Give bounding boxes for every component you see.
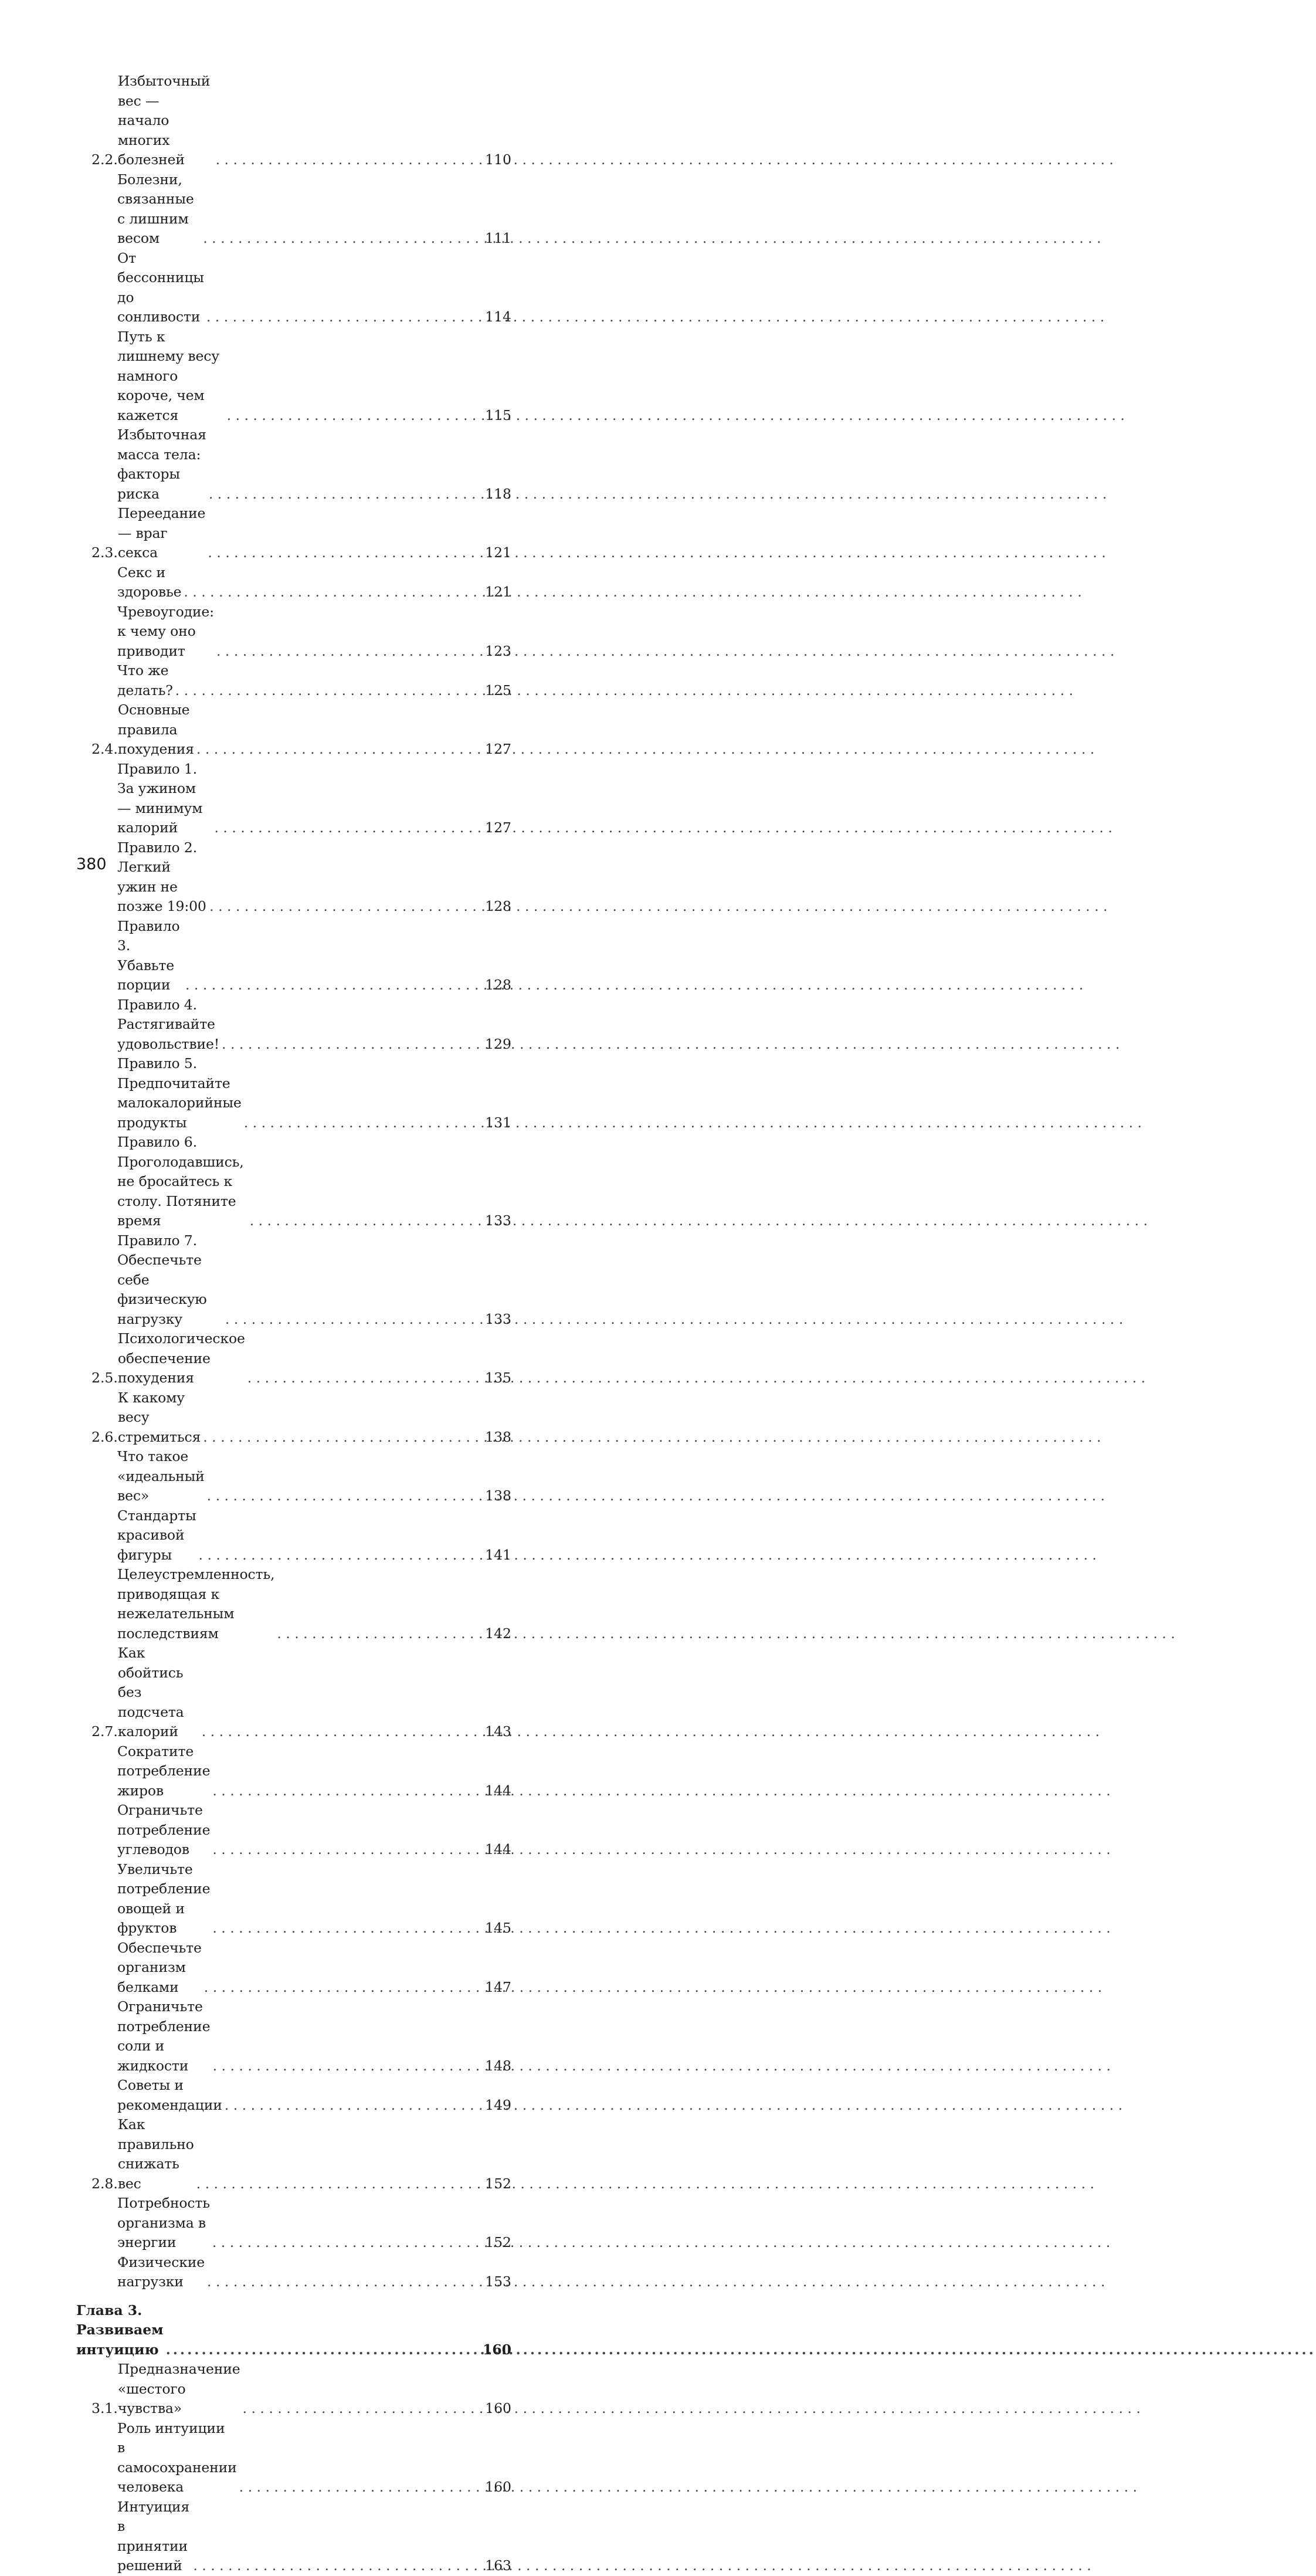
toc-page-number: 152 xyxy=(485,2234,511,2250)
toc-page-number: 128 xyxy=(485,977,511,993)
toc-entry-title: Правило 7. Обеспечьте себе физическую нагрузку xyxy=(117,1232,207,1327)
toc-section-number: 2.2. xyxy=(91,151,118,168)
toc-subsection-entry xyxy=(76,327,511,426)
toc-subsection-entry xyxy=(76,170,511,249)
toc-entry-title: Роль интуиции в самосохранении человека xyxy=(117,2419,237,2495)
toc-entry-body xyxy=(117,602,511,662)
toc-entry-body xyxy=(118,72,511,170)
dot-leader xyxy=(175,681,483,701)
dot-leader xyxy=(239,2477,483,2497)
toc-entry-body xyxy=(117,995,511,1055)
toc-entry-title: Правило 1. За ужином — минимум калорий xyxy=(117,760,203,836)
toc-entry-title: Правило 3. Убавьте порции xyxy=(117,917,180,993)
dot-leader xyxy=(199,1545,483,1565)
toc-entry-body xyxy=(117,2419,511,2497)
toc-entry-body xyxy=(117,760,511,838)
toc-entry-title: Психологическое обеспечение похудения xyxy=(117,1330,245,1386)
toc-entry-title: Болезни, связанные с лишним весом xyxy=(117,171,194,246)
dot-leader xyxy=(203,1428,483,1448)
toc-entry-title: Основные правила похудения xyxy=(117,701,194,757)
toc-subsection-entry xyxy=(76,2076,511,2115)
toc-subsection-entry xyxy=(76,1447,511,1506)
toc-entry-title: Стандарты красивой фигуры xyxy=(117,1507,196,1563)
toc-section-number: 2.4. xyxy=(91,741,118,757)
toc-entry-body xyxy=(117,1938,511,1998)
toc-entry-body xyxy=(117,1447,511,1506)
toc-section-number: 2.3. xyxy=(91,544,118,561)
toc-subsection-entry xyxy=(76,995,511,1055)
dot-leader xyxy=(243,2399,483,2419)
toc-entry-body xyxy=(117,1133,511,1231)
toc-subsection-entry xyxy=(76,249,511,327)
toc-subsection-entry xyxy=(76,1231,511,1330)
table-of-contents xyxy=(76,72,511,2576)
toc-page-number: 135 xyxy=(485,1370,511,1386)
toc-entry-body xyxy=(117,1742,511,1801)
toc-entry-body xyxy=(117,170,511,249)
toc-subsection-entry xyxy=(76,1133,511,1231)
toc-page-number: 127 xyxy=(485,819,511,836)
toc-subsection-entry xyxy=(76,1801,511,1860)
page-number: 380 xyxy=(76,855,107,873)
toc-entry-title: Правило 5. Предпочитайте малокалорийные продукты xyxy=(117,1055,242,1131)
toc-entry-body xyxy=(117,1506,511,1565)
toc-section-number: 2.7. xyxy=(91,1723,118,1740)
toc-entry-body xyxy=(117,425,511,504)
dot-leader xyxy=(225,2096,483,2116)
dot-leader xyxy=(277,1624,483,1644)
dot-leader xyxy=(225,1310,483,1330)
toc-entry-title: Чревоугодие: к чему оно приводит xyxy=(117,603,214,659)
toc-page-number: 138 xyxy=(485,1487,511,1504)
toc-section-number: 2.6. xyxy=(91,1428,118,1445)
toc-entry-title: Советы и рекомендации xyxy=(117,2077,222,2113)
toc-entry-title: Как правильно снижать вес xyxy=(117,2116,194,2192)
dot-leader xyxy=(185,975,483,995)
toc-entry-body xyxy=(117,917,511,995)
toc-entry-body xyxy=(117,249,511,327)
book-page xyxy=(0,0,586,2574)
toc-entry-title: Избыточная масса тела: факторы риска xyxy=(117,426,206,502)
toc-entry-title: Что такое «идеальный вес» xyxy=(117,1448,205,1504)
toc-entry-title: Потребность организма в энергии xyxy=(117,2195,210,2250)
toc-subsection-entry xyxy=(76,661,511,700)
toc-entry-body xyxy=(117,1565,511,1643)
dot-leader xyxy=(206,307,483,327)
dot-leader xyxy=(202,1722,483,1742)
toc-subsection-entry xyxy=(76,563,511,602)
toc-page-number: 144 xyxy=(485,1841,511,1858)
toc-page-number: 160 xyxy=(485,2479,511,2495)
toc-entry-title: Правило 6. Проголодавшись, не бросайтесь к столу. Потяните время xyxy=(117,1134,244,1229)
toc-section-entry xyxy=(76,2115,511,2194)
toc-page-number: 131 xyxy=(485,1114,511,1131)
toc-page-number: 129 xyxy=(485,1035,511,1052)
toc-entry-body xyxy=(117,2194,511,2253)
toc-page-number: 128 xyxy=(485,898,511,914)
toc-entry-title: Путь к лишнему весу намного короче, чем кажется xyxy=(117,328,219,423)
dot-leader xyxy=(214,818,483,838)
toc-entry-body xyxy=(117,1801,511,1860)
toc-entry-body xyxy=(117,2497,511,2576)
toc-section-number: 3.1. xyxy=(91,2400,118,2416)
toc-entry-body xyxy=(117,2253,511,2292)
toc-subsection-entry xyxy=(76,2194,511,2253)
dot-leader xyxy=(204,1978,483,1998)
toc-entry-title: Интуиция в принятии решений xyxy=(117,2498,190,2574)
dot-leader xyxy=(244,1113,483,1133)
toc-entry-title: Секс и здоровье xyxy=(117,564,182,600)
toc-page-number: 111 xyxy=(485,230,511,246)
toc-entry-body xyxy=(118,2115,511,2194)
toc-page-number: 163 xyxy=(485,2557,511,2574)
toc-subsection-entry xyxy=(76,1054,511,1133)
dot-leader xyxy=(166,2340,480,2360)
toc-chapter-entry xyxy=(76,2301,511,2360)
toc-subsection-entry xyxy=(76,602,511,662)
toc-entry-body xyxy=(118,2360,511,2419)
toc-entry-title: Правило 2. Легкий ужин не позже 19:00 xyxy=(117,839,206,914)
toc-entry-body xyxy=(117,2076,511,2115)
toc-page-number: 148 xyxy=(485,2057,511,2074)
toc-page-number: 152 xyxy=(485,2175,511,2192)
toc-subsection-entry xyxy=(76,1938,511,1998)
dot-leader xyxy=(222,1035,483,1055)
toc-entry-title: Предназначение «шестого чувства» xyxy=(117,2361,240,2416)
toc-page-number: 121 xyxy=(485,544,511,561)
toc-subsection-entry xyxy=(76,2497,511,2576)
toc-subsection-entry xyxy=(76,1565,511,1643)
dot-leader xyxy=(209,897,483,917)
toc-entry-title: Что же делать? xyxy=(117,662,173,699)
toc-page-number: 149 xyxy=(485,2096,511,2113)
dot-leader xyxy=(212,1840,483,1860)
toc-page-number: 133 xyxy=(485,1310,511,1327)
dot-leader xyxy=(203,229,483,249)
dot-leader xyxy=(208,543,483,563)
toc-entry-body xyxy=(118,1329,511,1388)
toc-entry-title: Сократите потребление жиров xyxy=(117,1743,211,1799)
toc-section-entry xyxy=(76,1329,511,1388)
dot-leader xyxy=(207,2272,483,2292)
dot-leader xyxy=(209,484,483,504)
toc-entry-title: К какому весу стремиться xyxy=(117,1389,201,1445)
toc-subsection-entry xyxy=(76,1506,511,1565)
toc-section-entry xyxy=(76,2360,511,2419)
toc-entry-title: Ограничьте потребление соли и жидкости xyxy=(117,1998,211,2074)
toc-entry-title: Увеличьте потребление овощей и фруктов xyxy=(117,1860,211,1936)
toc-section-entry xyxy=(76,700,511,760)
toc-page-number: 160 xyxy=(482,2341,511,2358)
toc-entry-body xyxy=(118,700,511,760)
toc-subsection-entry xyxy=(76,1997,511,2076)
toc-page-number: 160 xyxy=(485,2400,511,2416)
toc-subsection-entry xyxy=(76,838,511,917)
toc-subsection-entry xyxy=(76,760,511,838)
toc-page-number: 147 xyxy=(485,1978,511,1995)
toc-entry-title: Физические нагрузки xyxy=(117,2253,205,2290)
toc-page-number: 145 xyxy=(485,1920,511,1936)
toc-section-number: 2.5. xyxy=(91,1370,118,1386)
toc-entry-title: Избыточный вес — начало многих болезней xyxy=(117,73,211,168)
toc-entry-body xyxy=(117,1054,511,1133)
dot-leader xyxy=(216,150,483,170)
toc-entry-body xyxy=(118,1388,511,1448)
toc-entry-title: От бессонницы до сонливости xyxy=(117,249,204,325)
toc-page-number: 143 xyxy=(485,1723,511,1740)
toc-entry-body xyxy=(117,1997,511,2076)
dot-leader xyxy=(227,406,483,426)
toc-page-number: 138 xyxy=(485,1428,511,1445)
toc-page-number: 123 xyxy=(485,642,511,659)
dot-leader xyxy=(207,1486,483,1506)
toc-section-entry xyxy=(76,1643,511,1742)
toc-entry-body xyxy=(117,661,511,700)
dot-leader xyxy=(212,2233,483,2253)
toc-section-entry xyxy=(76,504,511,563)
toc-entry-body xyxy=(117,1231,511,1330)
toc-subsection-entry xyxy=(76,2253,511,2292)
toc-page-number: 141 xyxy=(485,1546,511,1563)
toc-page-number: 115 xyxy=(485,406,511,423)
toc-entry-body xyxy=(117,838,511,917)
toc-entry-title: Как обойтись без подсчета калорий xyxy=(117,1645,184,1740)
toc-entry-title: Правило 4. Растягивайте удовольствие! xyxy=(117,996,220,1052)
toc-entry-body xyxy=(118,1643,511,1742)
toc-entry-title: Ограничьте потребление углеводов xyxy=(117,1802,211,1858)
toc-subsection-entry xyxy=(76,425,511,504)
toc-entry-body xyxy=(117,327,511,426)
toc-subsection-entry xyxy=(76,1860,511,1938)
dot-leader xyxy=(212,1781,483,1801)
toc-entry-body xyxy=(117,1860,511,1938)
toc-entry-title: Целеустремленность, приводящая к нежелательным последствиям xyxy=(117,1566,275,1642)
toc-page-number: 125 xyxy=(485,682,511,699)
toc-page-number: 144 xyxy=(485,1782,511,1799)
toc-page-number: 133 xyxy=(485,1212,511,1229)
toc-section-entry xyxy=(76,72,511,170)
toc-page-number: 127 xyxy=(485,741,511,757)
toc-page-number: 153 xyxy=(485,2273,511,2290)
toc-section-entry xyxy=(76,1388,511,1448)
dot-leader xyxy=(250,1211,483,1231)
toc-entry-body xyxy=(117,563,511,602)
toc-entry-body xyxy=(118,504,511,563)
toc-page-number: 118 xyxy=(485,485,511,502)
toc-page-number: 142 xyxy=(485,1625,511,1642)
toc-page-number: 121 xyxy=(485,584,511,600)
toc-entry-title: Обеспечьте организм белками xyxy=(117,1939,202,1995)
toc-section-number: 2.8. xyxy=(91,2175,118,2192)
dot-leader xyxy=(196,740,483,760)
dot-leader xyxy=(193,2556,483,2576)
toc-subsection-entry xyxy=(76,2419,511,2497)
toc-page-number: 114 xyxy=(485,309,511,325)
toc-page-number: 110 xyxy=(485,151,511,168)
toc-entry-title: Глава 3. Развиваем интуицию xyxy=(76,2302,164,2358)
toc-entry-title: Переедание — враг секса xyxy=(117,505,206,561)
toc-subsection-entry xyxy=(76,917,511,995)
dot-leader xyxy=(216,642,483,662)
dot-leader xyxy=(196,2174,483,2194)
toc-entry-body xyxy=(76,2301,511,2360)
dot-leader xyxy=(212,1919,483,1938)
dot-leader xyxy=(213,2056,483,2076)
dot-leader xyxy=(184,582,483,602)
toc-subsection-entry xyxy=(76,1742,511,1801)
dot-leader xyxy=(247,1368,483,1388)
